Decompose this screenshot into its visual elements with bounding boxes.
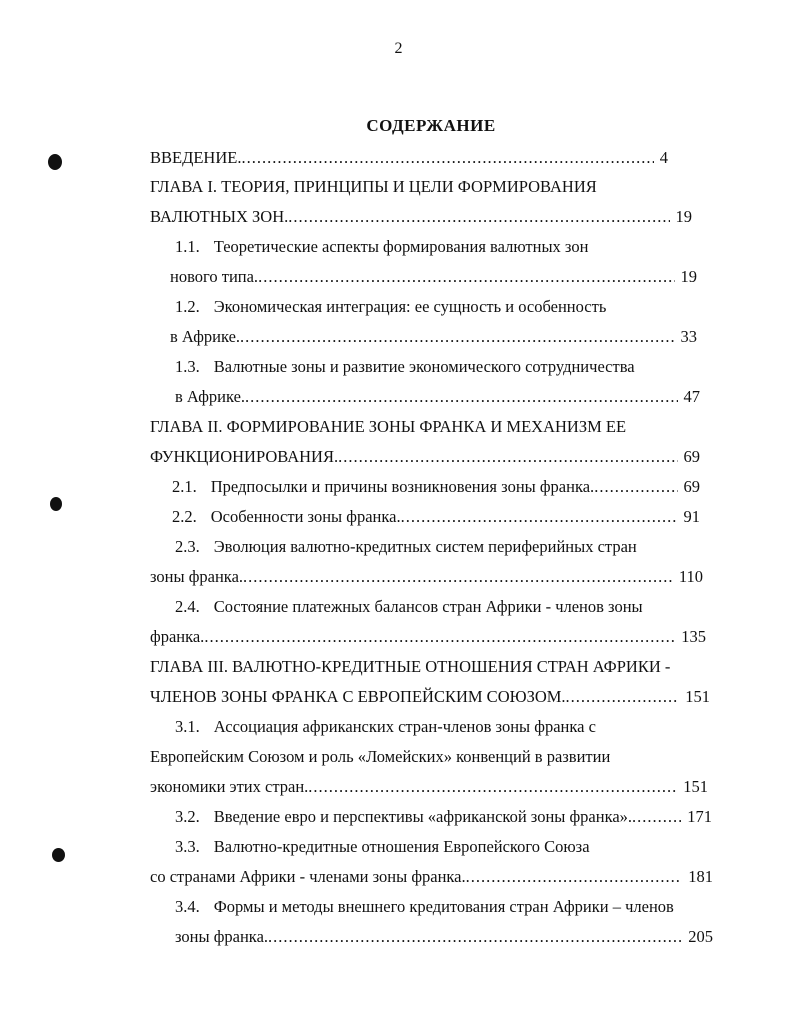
toc-entry-text <box>175 357 635 376</box>
toc-leader-dots <box>241 146 653 170</box>
toc-page-number: 135 <box>681 627 706 646</box>
toc-line <box>170 325 697 349</box>
toc-page-number: 205 <box>688 927 713 946</box>
toc-entry-title: Европейским Союзом и роль «Ломейских» конвенций в развитии <box>150 747 611 766</box>
toc-leader-dots <box>632 805 681 829</box>
toc-entry-title: Введение евро и перспективы «африканской зоны франка». <box>213 807 633 826</box>
toc-entry-text <box>150 146 241 170</box>
toc-leader-dots <box>258 265 674 289</box>
toc-section-number: 3.2. <box>175 807 200 826</box>
toc-page-number: 181 <box>688 867 713 886</box>
toc-line <box>150 775 708 799</box>
toc-leader-dots <box>466 865 683 889</box>
toc-entry-title: ГЛАВА I. ТЕОРИЯ, ПРИНЦИПЫ И ЦЕЛИ ФОРМИРОВАНИЯ <box>150 177 597 196</box>
toc-page-number: 4 <box>659 148 668 167</box>
toc-entry-text <box>150 657 670 676</box>
toc-entry-title: Эволюция валютно-кредитных систем периферийных стран <box>213 537 637 556</box>
toc-entry-title: Предпосылки и причины возникновения зоны франка. <box>210 477 595 496</box>
toc-entry-text <box>150 775 308 799</box>
toc-line <box>175 925 713 949</box>
toc-entry-text <box>150 205 288 229</box>
toc-entry-text <box>150 177 597 196</box>
scan-mark <box>48 154 62 170</box>
toc-entry-title: ГЛАВА II. ФОРМИРОВАНИЕ ЗОНЫ ФРАНКА И МЕХАНИЗМ ЕЕ <box>150 417 627 436</box>
toc-entry-text <box>172 505 401 529</box>
toc-section-number: 1.1. <box>175 237 200 256</box>
page-number: 2 <box>394 40 403 57</box>
toc-line <box>150 415 662 439</box>
toc-entry-text <box>175 537 637 556</box>
toc-leader-dots <box>245 385 677 409</box>
toc-entry-text <box>150 865 466 889</box>
toc-page-number: 151 <box>685 687 710 706</box>
toc-leader-dots <box>240 325 674 349</box>
toc-page-number: 69 <box>683 477 700 496</box>
toc-leader-dots <box>594 475 677 499</box>
toc-section-number: 1.3. <box>175 357 200 376</box>
toc-section-number: 3.4. <box>175 897 200 916</box>
page-title: СОДЕРЖАНИЕ <box>366 116 496 135</box>
toc-entry-text <box>175 897 674 916</box>
toc-leader-dots <box>338 445 677 469</box>
scan-mark <box>50 497 62 511</box>
toc-entry-title: ВАЛЮТНЫХ ЗОН. <box>150 207 289 226</box>
toc-entry-text <box>150 565 243 589</box>
toc-entry-text <box>170 325 240 349</box>
toc-leader-dots <box>204 625 675 649</box>
toc-entry-text <box>150 445 338 469</box>
toc-leader-dots <box>566 685 680 709</box>
toc-section-number: 3.1. <box>175 717 200 736</box>
toc-entry-text <box>175 297 606 316</box>
toc-entry-text <box>150 747 610 766</box>
toc-entry-title: нового типа. <box>170 267 259 286</box>
toc-entry-text <box>175 597 643 616</box>
toc-entry-title: зоны франка. <box>175 927 269 946</box>
toc-entry-title: зоны франка. <box>150 567 244 586</box>
toc-section-number: 3.3. <box>175 837 200 856</box>
toc-entry-title: ФУНКЦИОНИРОВАНИЯ. <box>150 447 339 466</box>
toc-entry-title: Теоретические аспекты формирования валютных зон <box>213 237 589 256</box>
toc-entry-title: ЧЛЕНОВ ЗОНЫ ФРАНКА С ЕВРОПЕЙСКИМ СОЮЗОМ. <box>150 687 566 706</box>
toc-section-number: 1.2. <box>175 297 200 316</box>
toc-leader-dots <box>288 205 669 229</box>
toc-entry-title: Валютные зоны и развитие экономического сотрудничества <box>213 357 635 376</box>
toc-entry-text <box>175 385 245 409</box>
toc-entry-title: франка. <box>150 627 205 646</box>
toc-entry-title: Экономическая интеграция: ее сущность и особенность <box>213 297 607 316</box>
toc-section-number: 2.1. <box>172 477 197 496</box>
toc-page-number: 69 <box>683 447 700 466</box>
toc-entry-text <box>150 625 204 649</box>
toc-line <box>175 355 680 379</box>
toc-entry-text <box>150 685 566 709</box>
toc-line <box>150 205 692 229</box>
toc-entry-title: со странами Африки - членами зоны франка. <box>150 867 466 886</box>
toc-entry-text <box>150 417 626 436</box>
toc-line <box>150 625 706 649</box>
toc-section-number: 2.4. <box>175 597 200 616</box>
toc-entry-title: Валютно-кредитные отношения Европейского Союза <box>213 837 590 856</box>
toc-page-number: 171 <box>687 807 712 826</box>
toc-leader-dots <box>268 925 682 949</box>
toc-line <box>150 175 640 199</box>
toc-line <box>150 685 710 709</box>
toc-entry-text <box>175 805 632 829</box>
toc-entry-text <box>175 925 268 949</box>
toc-leader-dots <box>308 775 677 799</box>
toc-page-number: 19 <box>675 207 692 226</box>
toc-line <box>150 445 700 469</box>
toc-entry-title: Ассоциация африканских стран-членов зоны франка с <box>213 717 596 736</box>
toc-line <box>175 385 700 409</box>
toc-leader-dots <box>401 505 678 529</box>
toc-page-number: 110 <box>678 567 703 586</box>
toc-line <box>175 235 660 259</box>
toc-entry-title: в Африке. <box>170 327 241 346</box>
toc-line <box>150 146 668 170</box>
toc-entry-title: Состояние платежных балансов стран Африки - членов зоны <box>213 597 643 616</box>
toc-entry-title: экономики этих стран. <box>150 777 309 796</box>
toc-entry-text <box>172 475 594 499</box>
toc-page-number: 47 <box>683 387 700 406</box>
toc-line <box>175 835 660 859</box>
toc-entry-text <box>175 837 590 856</box>
toc-line <box>175 595 672 619</box>
toc-line <box>172 505 700 529</box>
toc-entry-title: Формы и методы внешнего кредитования стран Африки – членов <box>213 897 674 916</box>
toc-line <box>175 715 680 739</box>
toc-line <box>175 895 705 919</box>
toc-line <box>175 295 660 319</box>
toc-entry-text <box>170 265 258 289</box>
toc-entry-title: ВВЕДЕНИЕ. <box>150 148 242 167</box>
toc-page-number: 151 <box>683 777 708 796</box>
toc-section-number: 2.3. <box>175 537 200 556</box>
toc-entry-text <box>175 717 596 736</box>
toc-line <box>150 745 680 769</box>
toc-line <box>150 865 713 889</box>
toc-entry-title: ГЛАВА III. ВАЛЮТНО-КРЕДИТНЫЕ ОТНОШЕНИЯ СТРАН АФРИКИ - <box>150 657 671 676</box>
toc-entry-text <box>175 237 588 256</box>
toc-page-number: 91 <box>683 507 700 526</box>
toc-line <box>150 655 693 679</box>
toc-line <box>150 565 703 589</box>
toc-page-number: 19 <box>680 267 697 286</box>
toc-line <box>170 265 697 289</box>
toc-entry-title: Особенности зоны франка. <box>210 507 401 526</box>
toc-page-number: 33 <box>680 327 697 346</box>
toc-line <box>172 475 700 499</box>
scan-mark <box>52 848 65 862</box>
toc-section-number: 2.2. <box>172 507 197 526</box>
toc-line <box>175 535 672 559</box>
toc-line <box>175 805 712 829</box>
toc-leader-dots <box>243 565 673 589</box>
toc-entry-title: в Африке. <box>175 387 246 406</box>
